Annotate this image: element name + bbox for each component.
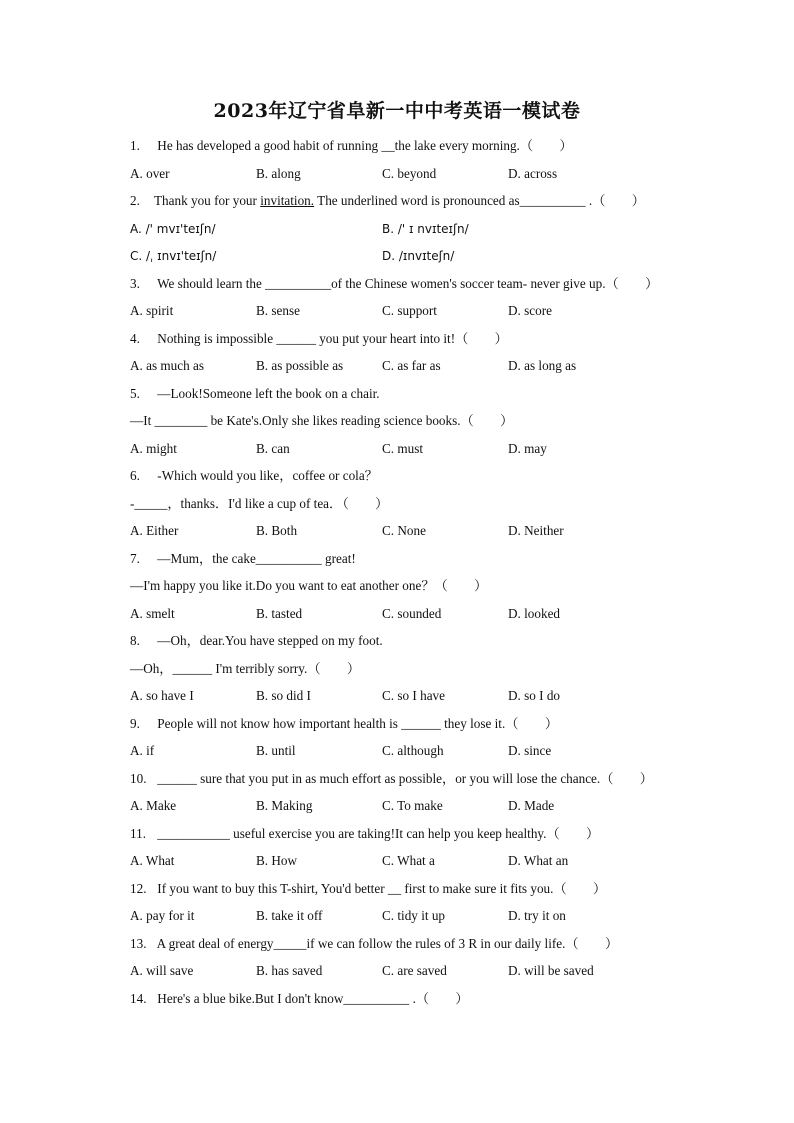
option-a: A. Either (130, 523, 179, 538)
option-c: C. tidy it up (382, 908, 446, 923)
options-3 (130, 301, 690, 329)
question-3 (130, 274, 690, 302)
question-6 (130, 466, 690, 494)
option-c: C. beyond (382, 165, 437, 181)
question-text-2: -_____，thanks．I'd like a cup of tea．（ ） (130, 495, 389, 511)
option-a: A. Make (130, 798, 177, 813)
question-number: 8. (130, 633, 140, 648)
option-c: C. sounded (382, 605, 442, 621)
option-d: D. may (508, 440, 547, 456)
question-number: 6. (130, 468, 140, 483)
option-c: C. None (382, 523, 426, 538)
question-number: 3. (130, 275, 140, 291)
underlined-word: invitation. (260, 193, 315, 208)
option-b: B. so did I (256, 688, 311, 703)
question-number: 12. (130, 880, 147, 896)
options-2-row2 (130, 246, 690, 274)
question-text-2: —It ________ be Kate's.Only she likes reading science books.（ ） (130, 413, 514, 428)
question-text: Here's a blue bike.But I don't know__________ .（ ） (157, 990, 469, 1006)
question-text: ___________ useful exercise you are taking!It can help you keep healthy.（ ） (157, 825, 600, 841)
options-8 (130, 686, 690, 714)
question-10 (130, 769, 690, 797)
option-a: A. smelt (130, 605, 175, 621)
options-6 (130, 521, 690, 549)
question-text: —Look!Someone left the book on a chair. (157, 385, 380, 401)
option-b: B. tasted (256, 605, 303, 621)
option-a: A. What (130, 853, 175, 868)
options-12 (130, 906, 690, 934)
question-number: 4. (130, 330, 140, 346)
options-7 (130, 604, 690, 632)
question-text: People will not know how important health is ______ they lose it.（ ） (157, 715, 559, 731)
option-d: D. since (508, 743, 552, 758)
option-a: A. so have I (130, 688, 194, 703)
option-a: A. over (130, 165, 170, 181)
option-b: B. Making (256, 798, 313, 813)
question-2 (130, 191, 690, 219)
option-d: D. so I do (508, 688, 561, 703)
option-c: C. as far as (382, 358, 441, 373)
option-c: C. /ˌ ɪnvɪ'teɪʃn/ (130, 249, 217, 263)
option-d: D. /ɪnvɪteʃn/ (382, 249, 455, 263)
question-8 (130, 631, 690, 659)
option-d: D. will be saved (508, 963, 594, 978)
option-b: B. sense (256, 303, 300, 318)
option-c: C. so I have (382, 688, 445, 703)
question-number: 5. (130, 385, 140, 401)
option-c: C. support (382, 303, 437, 318)
options-11 (130, 851, 690, 879)
question-number: 14. (130, 990, 147, 1006)
option-d: D. Neither (508, 523, 564, 538)
question-9 (130, 714, 690, 742)
option-c: C. To make (382, 798, 443, 813)
options-2-row1 (130, 219, 690, 247)
question-number: 7. (130, 550, 140, 566)
question-6-reply (130, 494, 690, 522)
question-number: 13. (130, 935, 147, 951)
options-1 (130, 164, 690, 192)
option-a: A. /' mvɪ'teɪʃn/ (130, 221, 216, 236)
question-13 (130, 934, 690, 962)
question-text-pre: Thank you for your (154, 193, 261, 208)
option-d: D. looked (508, 605, 561, 621)
option-a: A. pay for it (130, 908, 195, 923)
question-text: -Which would you like，coffee or cola？ (157, 468, 378, 483)
option-b: B. /' ɪ nvɪteɪʃn/ (382, 221, 469, 236)
option-d: D. What an (508, 853, 569, 868)
question-number: 11. (130, 825, 146, 841)
option-d: D. try it on (508, 908, 566, 923)
question-number: 1. (130, 138, 140, 153)
question-text: If you want to buy this T-shirt, You'd better __ first to make sure it fits you.（ ） (157, 880, 607, 896)
option-b: B. has saved (256, 963, 323, 978)
option-a: A. will save (130, 963, 194, 978)
options-13 (130, 961, 690, 989)
question-text: A great deal of energy_____if we can follow the rules of 3 R in our daily life.（ ） (156, 935, 619, 951)
option-c: C. although (382, 743, 444, 758)
question-7-reply (130, 576, 690, 604)
option-a: A. if (130, 743, 155, 758)
question-text: —Mum，the cake__________ great! (157, 550, 356, 566)
question-1 (130, 136, 690, 164)
option-d: D. as long as (508, 358, 577, 373)
question-number: 9. (130, 715, 140, 731)
question-5-reply (130, 411, 690, 439)
option-a: A. might (130, 440, 177, 456)
option-b: B. until (256, 743, 296, 758)
question-text: We should learn the __________of the Chinese women's soccer team- never give up.（ ） (157, 275, 659, 291)
option-b: B. along (256, 165, 301, 181)
option-a: A. spirit (130, 303, 174, 318)
option-a: A. as much as (130, 358, 204, 373)
question-11 (130, 824, 690, 852)
option-d: D. Made (508, 798, 555, 813)
question-text-2: —I'm happy you like it.Do you want to eat another one？（ ） (130, 578, 488, 593)
question-text-2: —Oh，______ I'm terribly sorry.（ ） (130, 660, 361, 676)
question-8-reply (130, 659, 690, 687)
question-number: 10. (130, 770, 147, 786)
option-d: D. across (508, 165, 558, 181)
option-b: B. Both (256, 523, 298, 538)
option-c: C. are saved (382, 963, 447, 978)
option-b: B. can (256, 440, 290, 456)
exam-title: 2023年辽宁省阜新一中中考英语一模试卷 (213, 100, 581, 122)
options-5 (130, 439, 690, 467)
question-12 (130, 879, 690, 907)
options-4 (130, 356, 690, 384)
question-list (130, 136, 690, 1016)
option-c: C. must (382, 440, 424, 456)
question-text: He has developed a good habit of running __the lake every morning.（ ） (157, 138, 573, 153)
options-9 (130, 741, 690, 769)
question-4 (130, 329, 690, 357)
option-b: B. as possible as (256, 358, 344, 373)
option-c: C. What a (382, 853, 435, 868)
question-14 (130, 989, 690, 1017)
question-5 (130, 384, 690, 412)
question-text-post: The underlined word is pronounced as__________ .（ ） (314, 193, 645, 208)
option-b: B. take it off (256, 908, 323, 923)
question-text: ______ sure that you put in as much effort as possible，or you will lose the chance.（ ） (157, 770, 653, 786)
question-text: Nothing is impossible ______ you put your heart into it!（ ） (157, 330, 508, 346)
option-d: D. score (508, 303, 552, 318)
option-b: B. How (256, 853, 298, 868)
question-7 (130, 549, 690, 577)
question-text: —Oh，dear.You have stepped on my foot. (157, 633, 383, 648)
options-10 (130, 796, 690, 824)
question-number: 2. (130, 193, 140, 208)
